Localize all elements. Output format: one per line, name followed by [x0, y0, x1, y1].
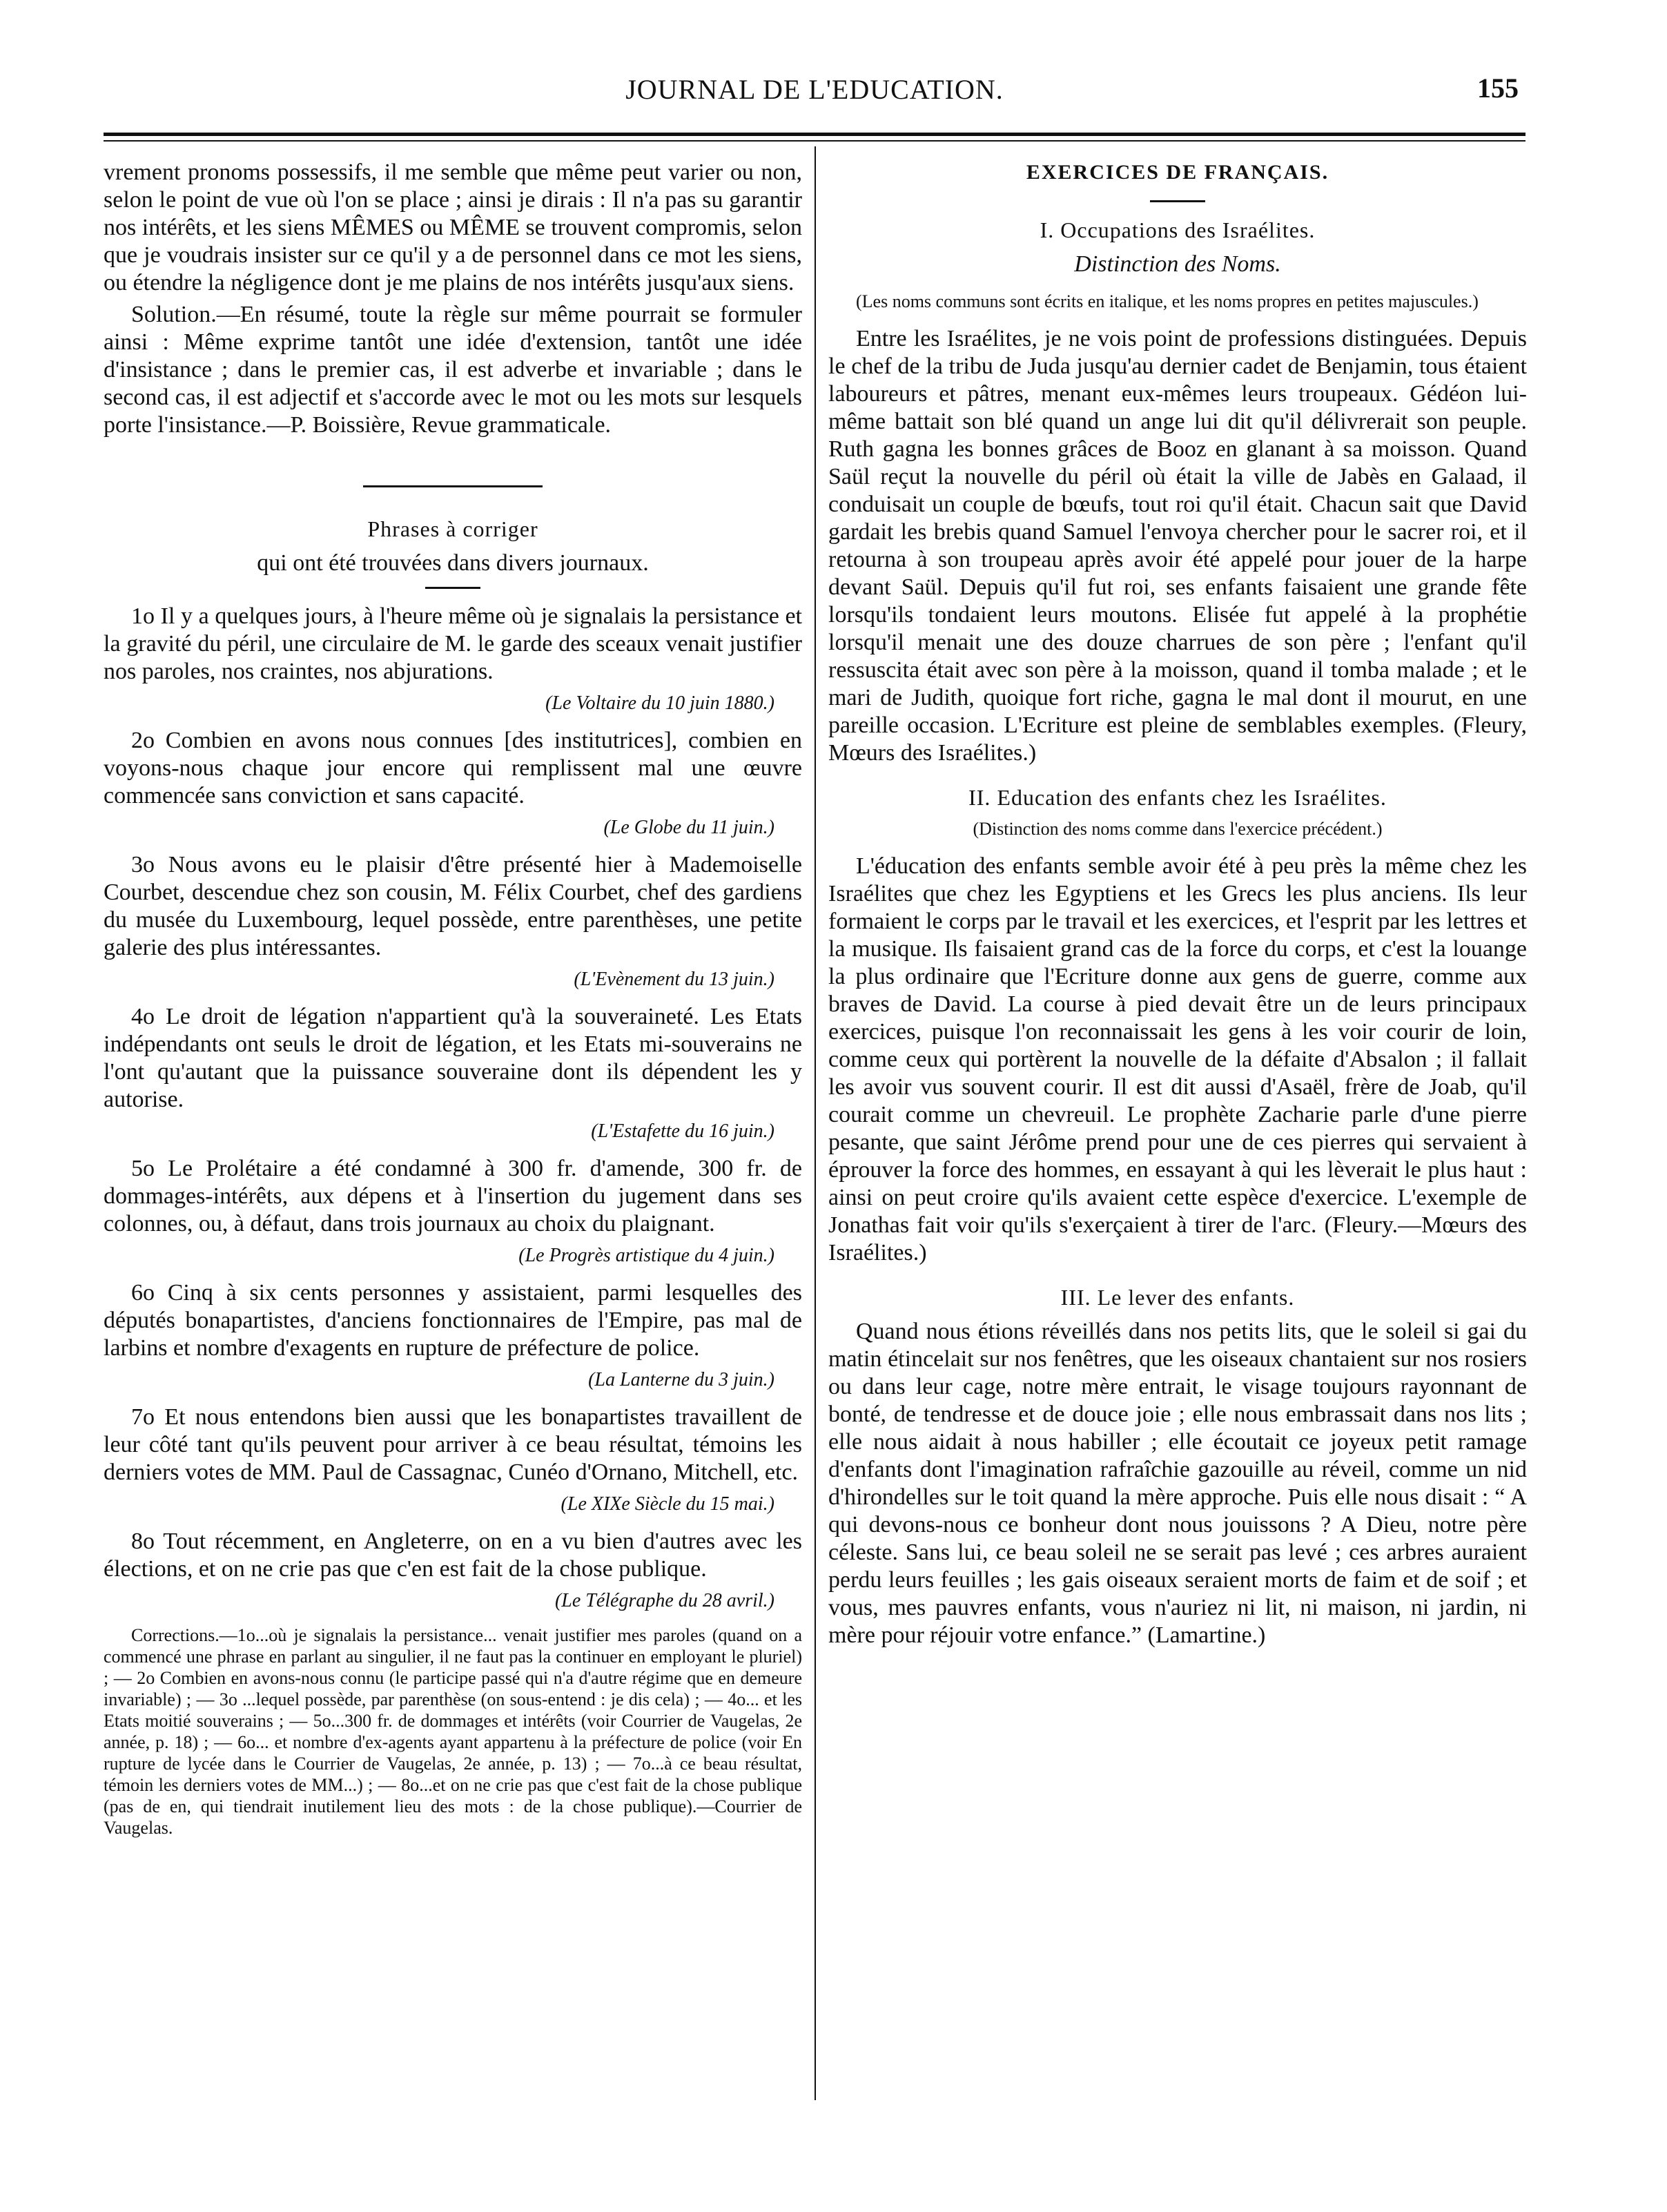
journal-title: JOURNAL DE L'EDUCATION.	[625, 74, 1004, 105]
phrase-source: (L'Evènement du 13 juin.)	[574, 969, 774, 990]
corrections-paragraph: Corrections.—1o...où je signalais la persistance... venait justifier mes paroles (quand on a commencé une phrase en parlant au singulier, il ne faut pas la continuer en employant le pluriel) ; — 2o Combien en avons-nous connu (le participe passé qui n'a d'autre régime que en demeure invariable) ; — 3o ...lequel possède, par parenthèse (on sous-entend : je dis cela) ; — 4o... et les Etats moitié souverains ; — 5o...300 fr. de dommages et intérêts (voir Courrier de Vaugelas, 2e année, p. 18) ; — 6o... et nombre d'ex-agents ayant appartenu à la préfecture de police (voir En rupture de lycée dans le Courrier de Vaugelas, 2e année, p. 13) ; — 7o...à ce beau résultat, témoin les derniers votes de MM...) ; — 8o...et on ne crie pas que c'est fait de la chose publique (pas de en, qui tiendrait inutilement lieu des mots : de la chose publique).—Courrier de Vaugelas.	[104, 1625, 802, 1838]
phrase-source: (Le Globe du 11 juin.)	[603, 817, 774, 838]
section-1-subtitle: Distinction des Noms.	[1074, 251, 1281, 277]
phrase-source: (Le Progrès artistique du 4 juin.)	[518, 1245, 774, 1266]
phrase-item	[104, 727, 802, 842]
right-column	[828, 159, 1527, 1653]
phrase-item	[104, 1003, 802, 1145]
section-2-note: (Distinction des noms comme dans l'exercice précédent.)	[973, 819, 1383, 839]
page-number: 155	[1477, 72, 1519, 104]
phrase-item	[104, 1279, 802, 1394]
phrase-text: 6o Cinq à six cents personnes y assistaient, parmi lesquelles des députés bonapartistes, d'anciens fonctionnaires de l'Empire, pas mal de larbins et nombre d'exagents en rupture de préfecture de police.	[104, 1280, 802, 1361]
phrase-text: 4o Le droit de légation n'appartient qu'à la souveraineté. Les Etats indépendants ont seuls le droit de légation, et les Etats mi-souverains ne l'ont qu'autant que la puissance souveraine dont ils dépendent les y autorise.	[104, 1004, 802, 1112]
solution-paragraph: Solution.—En résumé, toute la règle sur même pourrait se formuler ainsi : Même exprime tantôt une idée d'extension, tantôt une idée d'insistance ; dans le premier cas, il est adverbe et invariable ; dans le second cas, il est adjectif et s'accorde avec le mot ou les mots sur lesquels porte l'insistance.—P. Boissière, Revue grammaticale.	[104, 302, 802, 438]
continued-paragraph: vrement pronoms possessifs, il me semble que même peut varier ou non, selon le point de vue où l'on se place ; ainsi je dirais : Il n'a pas su garantir nos intérêts, et les siens MÊMES ou MÊME se trouvent compromis, selon que je voudrais insister sur ce qu'il y a de personnel dans ce mot les siens, ou étendre la négligence dont je me plains de nos intérêts jusqu'aux siens.	[104, 159, 802, 295]
column-divider	[815, 146, 816, 2100]
short-rule	[425, 587, 480, 589]
section-2-text: L'éducation des enfants semble avoir été à peu près la même chez les Israélites que chez les Egyptiens et les Grecs les plus anciens. Ils leur formaient le corps par le travail et les exercices, et l'esprit par les lettres et la musique. Ils faisaient grand cas de la force du corps, et c'est la louange la plus ordinaire que l'Ecriture donne aux gens de guerre, comme aux braves de David. La course à pied devait être un de leurs principaux exercices, puisque l'on reconnaissait les gens à les voir courir de loin, comme ceux qui portèrent la nouvelle de la défaite d'Absalon ; il fallait les avoir vus souvent courir. Il est dit aussi d'Asaël, frère de Joab, qu'il courait comme un chevreuil. Le prophète Zacharie parle d'une pierre pesante, que saint Jérôme prend pour une de ces pierres qui servaient à éprouver la force des hommes, en essayant à qui les lèverait le plus haut : ainsi on peut croire qu'ils avaient cette espèce d'exercice. L'exemple de Jonathas fait voir qu'ils s'exerçaient à tirer de l'arc. (Fleury.—Mœurs des Israélites.)	[828, 853, 1527, 1265]
phrase-item	[104, 1404, 802, 1518]
phrases-subtitle: qui ont été trouvées dans divers journaux.	[257, 550, 649, 576]
section-ornament	[104, 467, 802, 494]
header-rule-thick	[104, 133, 1525, 136]
phrase-text: 1o Il y a quelques jours, à l'heure même où je signalais la persistance et la gravité du péril, une circulaire de M. le garde des sceaux venait justifier nos paroles, nos craintes, nos abjurations.	[104, 603, 802, 684]
left-column	[104, 159, 802, 1843]
phrase-source: (La Lanterne du 3 juin.)	[588, 1369, 774, 1390]
header-rule-thin	[104, 140, 1525, 142]
phrase-text: 8o Tout récemment, en Angleterre, on en a vu bien d'autres avec les élections, et on ne crie pas que c'en est fait de la chose publique.	[104, 1529, 802, 1582]
phrase-text: 3o Nous avons eu le plaisir d'être présenté hier à Mademoiselle Courbet, descendue chez son cousin, M. Félix Courbet, chef des gardiens du musée du Luxembourg, lequel possède, entre parenthèses, une petite galerie des plus intéressantes.	[104, 852, 802, 960]
phrase-text: 7o Et nous entendons bien aussi que les bonapartistes travaillent de leur côté tant qu'ils peuvent pour arriver à ce beau résultat, témoins les derniers votes de MM. Paul de Cassagnac, Cunéo d'Ornano, Mitchell, etc.	[104, 1404, 802, 1485]
phrase-item	[104, 603, 802, 717]
section-1-title: I. Occupations des Israélites.	[1040, 217, 1316, 242]
section-3-text: Quand nous étions réveillés dans nos petits lits, que le soleil si gai du matin étincelait sur nos fenêtres, que les oiseaux chantaient sur nos rosiers ou dans leur cage, notre mère entrait, le visage toujours rayonnant de bonté, de tendresse et de douce joie ; elle nous embrassait dans nos lits ; elle nous aidait à nous habiller ; elle écoutait ce joyeux petit ramage d'enfants dont l'imagination rafraîchie gazouille au réveil, comme un nid d'hirondelles sur le toit quand la mère approche. Puis elle nous disait : “ A qui devons-nous ce bonheur dont nous jouissons ? A Dieu, notre père céleste. Sans lui, ce beau soleil ne se serait pas levé ; ces arbres auraient perdu leurs feuilles ; les gais oiseaux seraient morts de faim et de soif ; et vous, mes pauvres enfants, vous n'auriez ni lit, ni maison, ni jardin, ni mère pour réjouir votre enfance.” (Lamartine.)	[828, 1319, 1527, 1648]
section-3-title: III. Le lever des enfants.	[1060, 1285, 1295, 1310]
short-rule	[1150, 200, 1205, 202]
phrase-source: (Le XIXe Siècle du 15 mai.)	[560, 1493, 774, 1515]
phrase-item	[104, 851, 802, 993]
phrase-source: (Le Voltaire du 10 juin 1880.)	[545, 692, 774, 714]
phrases-title: Phrases à corriger	[367, 516, 538, 541]
exercises-section-title: EXERCICES DE FRANÇAIS.	[1026, 161, 1329, 184]
phrase-item	[104, 1155, 802, 1270]
section-2-title: II. Education des enfants chez les Israélites.	[968, 785, 1387, 810]
phrase-item	[104, 1528, 802, 1615]
section-1-text: Entre les Israélites, je ne vois point de professions distinguées. Depuis le chef de la tribu de Juda jusqu'au dernier cadet de Benjamin, tous étaient laboureurs et pâtres, menant eux-mêmes leurs troupeaux. Gédéon lui-même battait son blé quand un ange lui dit qu'il délivrerait son peuple. Ruth gagna les bonnes grâces de Booz en glanant à sa moisson. Quand Saül reçut la nouvelle du péril où était la ville de Jabès en Galaad, il conduisait un couple de bœufs, tout roi qu'il était. Chacun sait que David gardait les brebis quand Samuel l'envoya chercher pour le sacrer roi, et il retourna à son troupeau après avoir été appelé pour jouer de la harpe devant Saül. Depuis qu'il fut roi, ses enfants faisaient une grande fête lorsqu'ils tondaient leurs moutons. Elisée fut appelé à la prophétie lorsqu'il menait une des douze charrues de son père ; l'enfant qu'il ressuscita était avec son père à la moisson, quand il tomba malade ; et le mari de Judith, quoique fort riche, gagna le mal dont il mourut, en une pareille occasion. L'Ecriture est pleine de semblables exemples. (Fleury, Mœurs des Israélites.)	[828, 326, 1527, 766]
section-1-note: (Les noms communs sont écrits en italique, et les noms propres en petites majuscules.)	[856, 291, 1479, 311]
phrase-text: 5o Le Prolétaire a été condamné à 300 fr. d'amende, 300 fr. de dommages-intérêts, aux dépens et à l'insertion du jugement dans ses colonnes, ou, à défaut, dans trois journaux au choix du plaignant.	[104, 1156, 802, 1236]
phrase-source: (Le Télégraphe du 28 avril.)	[554, 1590, 774, 1611]
phrase-text: 2o Combien en avons nous connues [des institutrices], combien en voyons-nous chaque jour encore qui remplissent mal une œuvre commencée sans conviction et sans capacité.	[104, 728, 802, 808]
running-header	[104, 69, 1525, 110]
phrase-source: (L'Estafette du 16 juin.)	[591, 1120, 774, 1142]
